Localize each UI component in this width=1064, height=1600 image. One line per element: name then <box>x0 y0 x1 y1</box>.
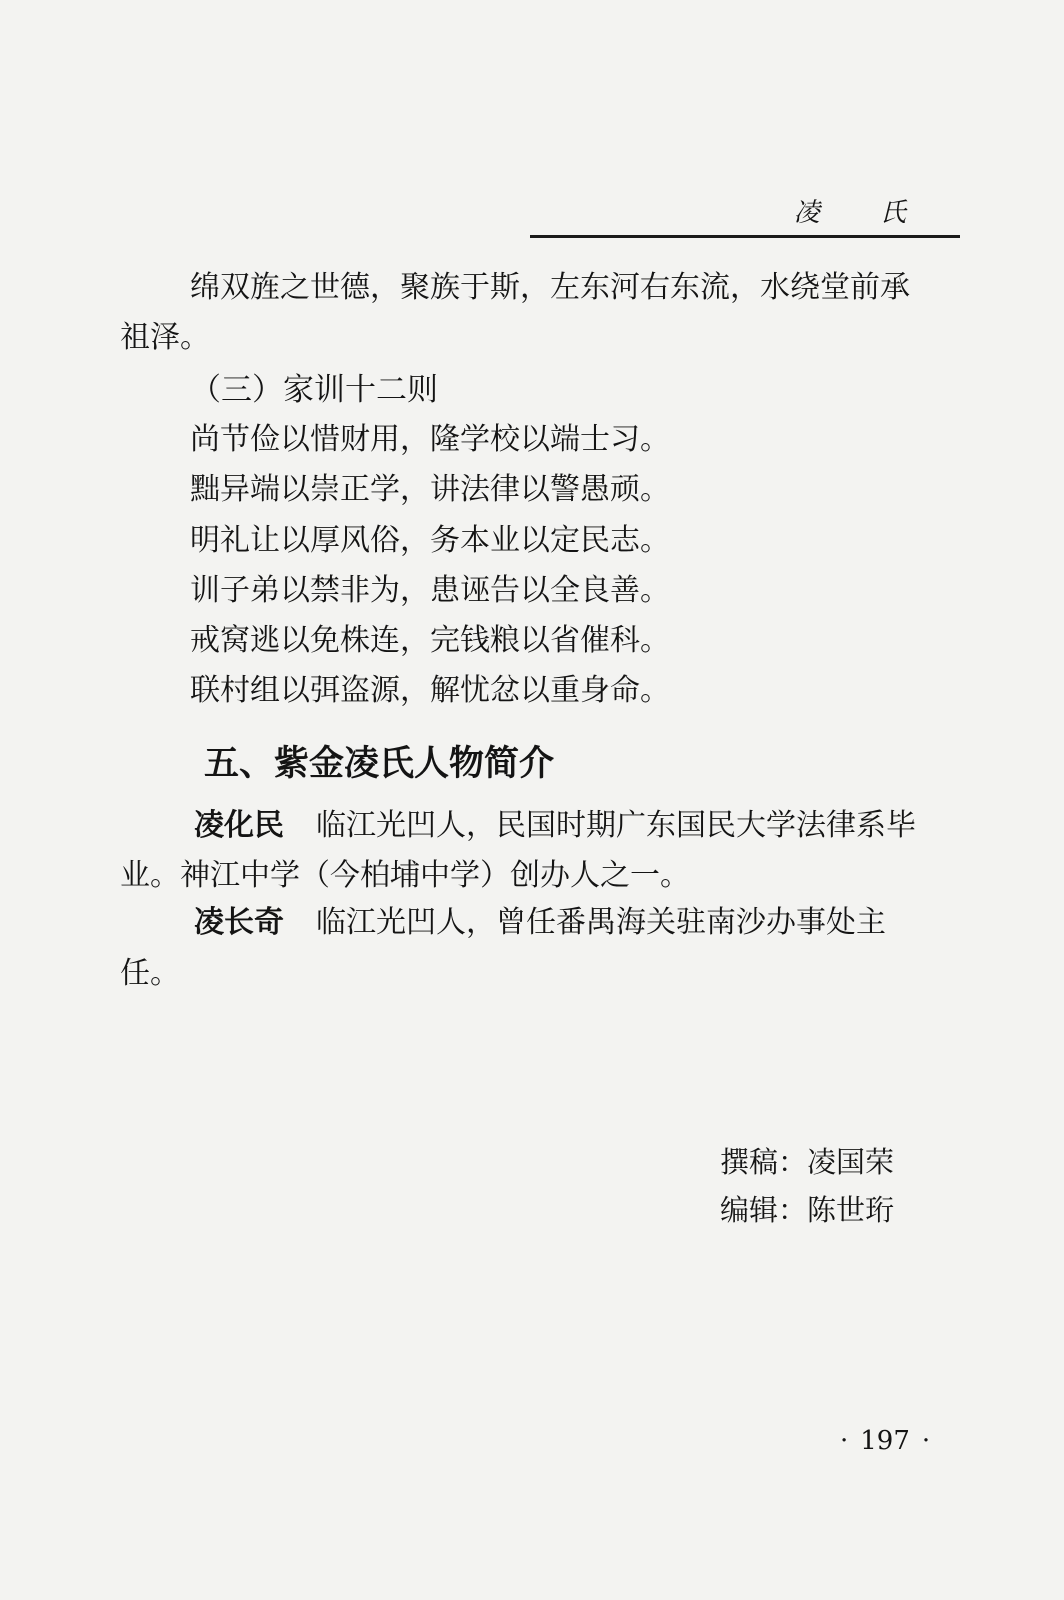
family-rule-line: 戒窝逃以免株连，完钱粮以省催科。 <box>190 623 670 658</box>
header-rule <box>530 235 960 238</box>
running-header-title: 凌 氏 <box>793 198 932 228</box>
family-rule-line: 联村组以弭盗源，解忧忿以重身命。 <box>190 673 670 708</box>
biography-text: 临江光凹人，曾任番禺海关驻南沙办事处主 <box>316 905 886 940</box>
running-header <box>530 186 960 238</box>
biography-line <box>194 903 886 943</box>
author-credit: 撰稿：凌国荣 <box>720 1145 895 1179</box>
paragraph-line-2: 祖泽。 <box>120 320 210 355</box>
biography-name: 凌化民 <box>194 808 284 843</box>
page-number-bullet-right: · <box>921 1426 931 1456</box>
family-rule-line: 训子弟以禁非为，患诬告以全良善。 <box>190 573 670 608</box>
paragraph-line-1: 绵双旌之世德，聚族于斯，左东河右东流，水绕堂前承 <box>190 270 910 305</box>
page-number-value: 197 <box>860 1426 910 1456</box>
family-rule-line: 明礼让以厚风俗，务本业以定民志。 <box>190 523 670 558</box>
page-number-bullet-left: · <box>840 1426 849 1456</box>
family-rule-line: 尚节俭以惜财用，隆学校以端士习。 <box>190 422 670 457</box>
biography-line: 任。 <box>120 956 180 991</box>
biography-line: 业。神江中学（今柏埔中学）创办人之一。 <box>120 858 690 893</box>
editor-credit: 编辑：陈世珩 <box>720 1193 895 1227</box>
page-number <box>828 1424 942 1458</box>
family-rules-heading: （三）家训十二则 <box>190 372 438 408</box>
family-rule-line: 黜异端以崇正学，讲法律以警愚顽。 <box>190 472 670 507</box>
biography-text: 临江光凹人，民国时期广东国民大学法律系毕 <box>316 808 916 843</box>
biography-line <box>194 806 916 846</box>
biography-name: 凌长奇 <box>194 905 284 940</box>
section-heading: 五、紫金凌氏人物简介 <box>204 743 555 784</box>
